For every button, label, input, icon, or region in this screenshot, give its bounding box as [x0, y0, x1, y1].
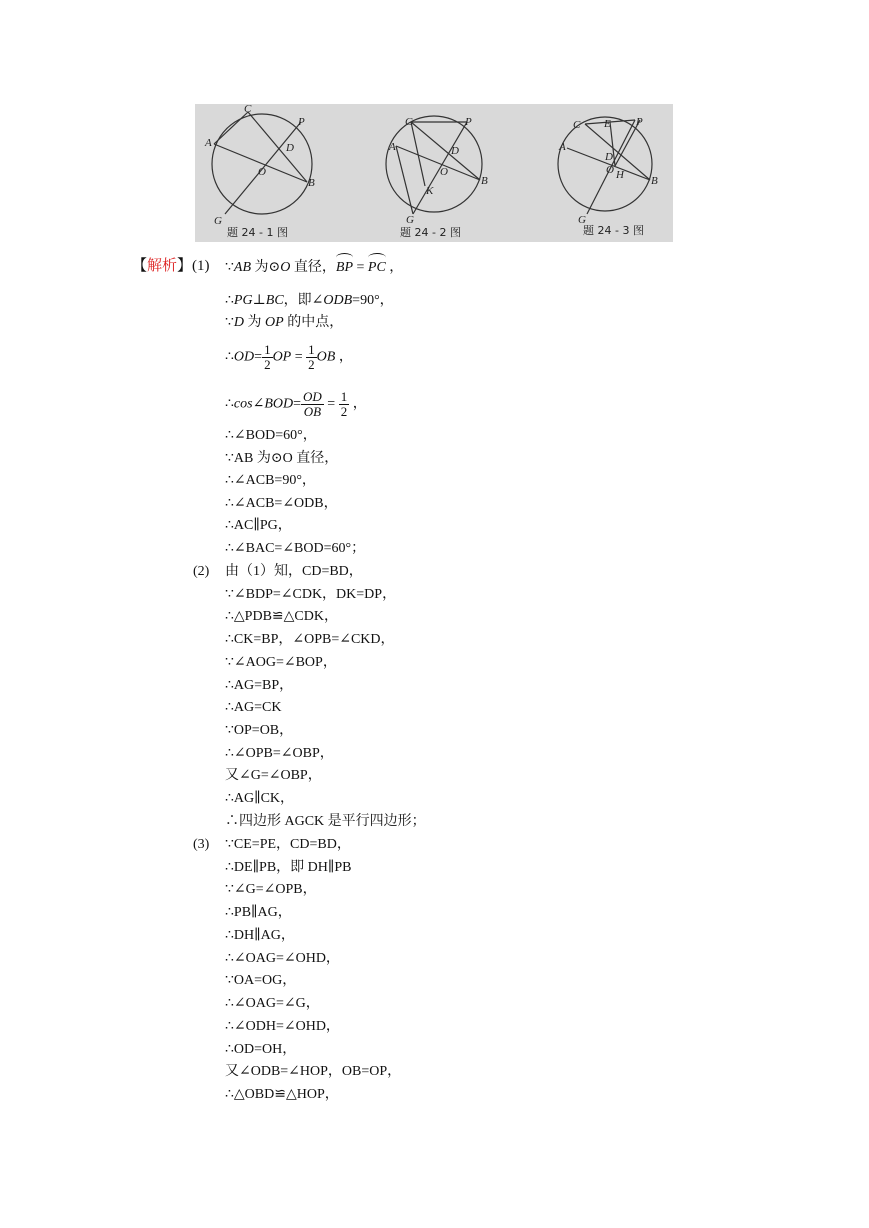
- svg-text:G: G: [406, 214, 414, 226]
- proof-line-6: ∴∠BOD=60°，: [225, 428, 317, 443]
- svg-text:A: A: [559, 141, 566, 153]
- svg-text:P: P: [465, 116, 472, 128]
- proof-line-10: ∴AC∥PG，: [225, 518, 292, 533]
- svg-text:K: K: [426, 185, 434, 197]
- proof-line-24: ∵CE=PE，CD=BD，: [225, 837, 351, 852]
- figures-photo: [195, 104, 673, 242]
- proof-line-21: 又∠G=∠OBP，: [225, 768, 322, 783]
- svg-text:D: D: [605, 151, 613, 163]
- svg-text:C: C: [573, 119, 581, 131]
- caption-3: 题 24 - 3 图: [583, 224, 644, 237]
- solution-heading: [132, 256, 210, 276]
- proof-line-16: ∵∠AOG=∠BOP，: [225, 655, 337, 670]
- svg-text:G: G: [578, 214, 586, 226]
- svg-text:O: O: [258, 166, 266, 178]
- close-bracket: 】: [177, 258, 193, 274]
- svg-text:B: B: [481, 175, 488, 187]
- svg-text:B: B: [651, 175, 658, 187]
- proof-line-18: ∴AG=CK: [225, 700, 282, 715]
- proof-line-8: ∴∠ACB=90°，: [225, 473, 316, 488]
- proof-line-12: 由（1）知，CD=BD，: [225, 564, 363, 579]
- svg-text:O: O: [440, 166, 448, 178]
- proof-line-5: ∴cos∠BOD= $\frac{OD}{OB}$ = $\frac{1}{2}$ ，: [225, 389, 367, 419]
- proof-line-35: ∴△OBD≌△HOP，: [225, 1087, 339, 1102]
- proof-line-34: 又∠ODB=∠HOP，OB=OP，: [225, 1064, 402, 1079]
- svg-text:A: A: [205, 137, 212, 149]
- proof-line-25: ∴DE∥PB，即 DH∥PB: [225, 860, 352, 875]
- svg-text:C: C: [405, 116, 413, 128]
- svg-text:G: G: [214, 215, 222, 227]
- proof-line-29: ∴∠OAG=∠OHD，: [225, 951, 340, 966]
- proof-line-11: ∴∠BAC=∠BOD=60°；: [225, 541, 366, 556]
- proof-line-22: ∴AG∥CK，: [225, 791, 295, 806]
- proof-line-30: ∵OA=OG，: [225, 973, 297, 988]
- proof-line-17: ∴AG=BP，: [225, 678, 294, 693]
- svg-text:H: H: [616, 169, 624, 181]
- part-3-number: (3): [193, 837, 210, 852]
- caption-2: 题 24 - 2 图: [400, 226, 461, 239]
- svg-text:O: O: [606, 164, 614, 176]
- part-2-number: (2): [193, 564, 210, 579]
- analysis-tag: 解析: [147, 258, 178, 274]
- proof-line-19: ∵OP=OB，: [225, 723, 294, 738]
- svg-text:D: D: [286, 142, 294, 154]
- proof-line-2: ∴PG⊥BC，即∠ODB=90°，: [225, 293, 394, 308]
- proof-line-4: ∴OD= $\frac{1}{2}$ OP = $\frac{1}{2}$ OB ，: [225, 342, 353, 372]
- svg-text:B: B: [308, 177, 315, 189]
- proof-line-20: ∴∠OPB=∠OBP，: [225, 746, 334, 761]
- proof-line-33: ∴OD=OH，: [225, 1042, 297, 1057]
- svg-text:E: E: [604, 118, 611, 130]
- proof-line-14: ∴△PDB≌△CDK，: [225, 609, 338, 624]
- proof-line-3: ∵D 为 OP 的中点，: [225, 315, 344, 330]
- svg-text:A: A: [389, 141, 396, 153]
- proof-line-13: ∵∠BDP=∠CDK，DK=DP，: [225, 587, 397, 602]
- proof-line-31: ∴∠OAG=∠G，: [225, 996, 320, 1011]
- svg-text:D: D: [451, 145, 459, 157]
- open-bracket: 【: [132, 258, 148, 274]
- proof-line-7: ∵AB 为⊙O 直径，: [225, 451, 339, 466]
- svg-text:P: P: [298, 116, 305, 128]
- proof-line-1: ∵AB 为⊙O 直径，BP = PC ，: [225, 258, 403, 278]
- part-1-number: (1): [192, 258, 210, 274]
- proof-line-32: ∴∠ODH=∠OHD，: [225, 1019, 340, 1034]
- proof-line-9: ∴∠ACB=∠ODB，: [225, 496, 338, 511]
- svg-text:P: P: [636, 116, 643, 128]
- caption-1: 题 24 - 1 图: [227, 226, 288, 239]
- proof-line-28: ∴DH∥AG，: [225, 928, 295, 943]
- proof-line-23: ∴四边形 AGCK 是平行四边形；: [225, 814, 426, 829]
- svg-text:C: C: [244, 104, 252, 115]
- proof-line-15: ∴CK=BP，∠OPB=∠CKD，: [225, 632, 395, 647]
- proof-line-26: ∵∠G=∠OPB，: [225, 882, 317, 897]
- geometry-figures: [195, 104, 673, 242]
- proof-line-27: ∴PB∥AG，: [225, 905, 292, 920]
